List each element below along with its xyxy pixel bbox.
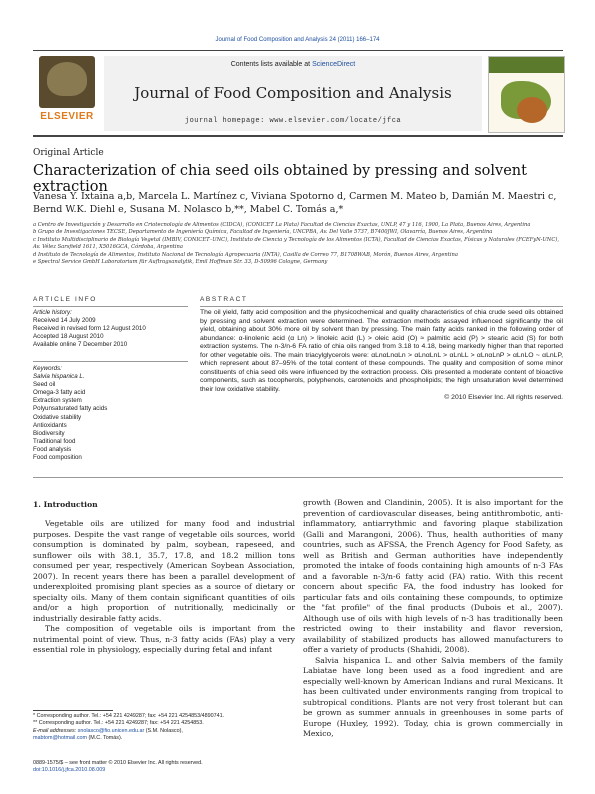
article-info-rule [33,306,188,307]
bottom-info [33,760,295,775]
journal-title: Journal of Food Composition and Analysis [134,84,452,102]
intro-paragraph-2: The composition of vegetable oils is important from the nutrimental point of view. Thus, n-3 fatty acids (FAs) play a very essential role in physiology, especially during fetal and infant [33,624,295,654]
keyword: Food composition [33,454,82,462]
keyword: Food analysis [33,445,72,453]
history-label: Article history: [33,309,72,316]
keyword: Traditional food [33,437,76,445]
affiliation-b: b Grupo de Investigaciones TECSE, Departamento de Ingeniería Química, Facultad de Ingeniería, UNCPBA, Av. Del Valle 5737, B7400JWI, Olavarría, Buenos Aires, Argentina [33,229,493,236]
keyword: Omega-3 fatty acid [33,389,86,397]
keywords-rule [33,361,188,362]
author-list [33,190,563,216]
intro-paragraph-3: growth (Bowen and Clandinin, 2005). It is also important for the prevention of cardiovascular diseases, being antithrombotic, anti-inflammatory, antiarrythmic and favoring plaque stabilization (Galli and Marangoni, 2006). Thus, health authorities of many countries, such as AFSSA, the French Agency for Food Safety, as well as British and German authorities have independently promoted the intake of foods containing high amounts of n-3 FAs and a favorable n-3/n-6 fatty acid (FA) ratio. With this recent concern about specific FA, the food industry has looked for particular fats and oils containing these compounds, to optimize the "fat profile" of the final products (Dubois et al., 2007). Although use of oils with high levels of n-3 has traditionally been restricted owing to their instability and flavor reversion, availability of stabilized products has allowed manufacturers to offer a variety of products (Shahidi, 2008). [303,498,563,654]
email-label: E-mail addresses: [33,727,77,734]
email-link-nolasco[interactable]: snolasco@fio.unicen.edu.ar [77,727,145,734]
abstract-copyright: © 2010 Elsevier Inc. All rights reserved. [444,394,563,402]
affiliation-d: d Instituto de Tecnología de Alimentos, Instituto Nacional de Tecnología Agropecuaria (INTA), Casilla de Correo 77, B1708WAB, Morón, Buenos Aires, Argentina [33,251,458,258]
authors-line-1: Vanesa Y. Ixtaina a,b, Marcela L. Martínez c, Viviana Spotorno d, Carmen M. Mateo b, Damián M. Maestri c, [33,191,557,202]
publisher-name: ELSEVIER [40,111,94,122]
contents-prefix: Contents lists available at [230,61,313,68]
history-accepted: Accepted 18 August 2010 [33,333,104,341]
abstract-block [200,309,563,403]
affiliation-e: e Spectral Service GmbH Laboratorium für Auftragsanalytik, Emil Hoffman Str. 33, D-50996 Cologne, Germany [33,259,328,266]
keyword: Polyunsaturated fatty acids [33,405,108,413]
footnote-emails [33,728,295,735]
issn-line: 0889-1575/$ – see front matter © 2010 Elsevier Inc. All rights reserved. [33,760,203,766]
intro-paragraph-4: Salvia hispanica L. and other Salvia members of the family Labiatae have long been used as a food ingredient and are especially well-known by American Indians and rural Mexicans. It has been cultivated under environments ranging from tropical to subtropical conditions. Plants are not very frost tolerant but can be grown as summer annuals in greenhouses in some parts of Europe (Huxley, 1992). Today, chia is grown commercially in Mexico, [303,655,563,738]
journal-cover-thumbnail [488,56,565,133]
keyword: Seed oil [33,381,56,389]
email-owner-tomas: (M.C. Tomás). [87,735,123,742]
footnote-rule [33,710,113,711]
article-info-heading: ARTICLE INFO [33,296,97,303]
elsevier-logo [33,56,101,126]
footnote-corresponding-1: * Corresponding author. Tel.: +54 221 4249287; fax: +54 221 4254853/4890741. [33,713,225,719]
keywords-label: Keywords: [33,365,62,372]
history-revised: Received in revised form 12 August 2010 [33,325,146,333]
footnotes [33,713,295,743]
front-matter-bottom-rule [33,477,563,478]
email-owner-nolasco: (S.M. Nolasco), [144,727,183,734]
affiliation-a: a Centro de Investigación y Desarrollo en Criotecnología de Alimentos (CIDCA), (CONICET La Plata) Facultad de Ciencias Exactas, UNLP, 47 y 116, 1900, La Plata, Buenos Aires, Argentina [33,222,531,228]
keyword: Salvia hispanica L. [33,373,85,381]
authors-line-2: Bernd W.K. Diehl e, Susana M. Nolasco b,**, Mabel C. Tomás a,* [33,204,344,215]
journal-homepage[interactable]: journal homepage: www.elsevier.com/locate/jfca [184,117,402,125]
affiliations [33,222,563,266]
keyword: Biodiversity [33,429,65,437]
cover-header-band [489,57,564,73]
intro-paragraph-1: Vegetable oils are utilized for many food and industrial purposes. Despite the vast range of vegetable oils sources, world consumption is dominated by palm, soybean, rapeseed, and sunflower oils with 38.1, 35.7, 17.8, and 18.2 million tons consumed per year, respectively (American Soybean Association, 2007). In recent years there has been a parallel development of underexploited promising plant species as a source of dietary or specialty oils. Many of them contain significant quantities of oils and/or a high proportion of nutritionally, medicinally or industrially desirable fatty acids. [33,519,295,623]
article-title: Characterization of chia seed oils obtained by pressing and solvent extraction [33,163,527,195]
keywords-block [33,365,188,462]
elsevier-tree-icon [39,56,95,108]
header-bottom-rule [33,135,563,137]
journal-reference[interactable]: Journal of Food Composition and Analysis 24 (2011) 166–174 [215,37,380,43]
doi-link[interactable]: doi:10.1016/j.jfca.2010.08.009 [33,767,106,774]
body-column-right [303,498,563,740]
contents-line [104,61,482,68]
article-type: Original Article [33,148,104,158]
affiliation-c: c Instituto Multidisciplinario de Biología Vegetal (IMBIV, CONICET–UNC), Instituto de Ciencia y Tecnología de los Alimentos (ICTA), Facultad de Ciencias Exactas, Físicas y Naturales (FCEFyN-UNC), Av. Vélez Sarsfield 1611, X5016GCA, Córdoba, Argentina [33,236,559,251]
keyword: Oxidative stability [33,413,82,421]
footnote-corresponding-2: ** Corresponding author. Tel.: +54 221 4249287; fax: +54 221 4254853. [33,720,204,727]
abstract-heading: ABSTRACT [200,296,248,303]
cover-image-accent [517,97,547,123]
history-received: Received 14 July 2009 [33,317,96,325]
keyword: Extraction system [33,397,82,405]
header-top-rule [33,50,563,51]
section-heading-introduction: 1. Introduction [33,500,98,509]
sciencedirect-link[interactable]: ScienceDirect [312,61,356,68]
body-column-left [33,519,295,656]
article-history [33,309,188,349]
abstract-rule [200,306,563,307]
abstract-text: The oil yield, fatty acid composition and the physicochemical and quality characteristics of chia crude seed oils obtained by pressing and solvent extraction were determined. The extraction methods assayed influenced significantly the oil yield, obtaining about 30% more oil by solvent than by pressing. The main fatty acids ranked in the following order of abundance: α-linolenic acid (α Ln) > linoleic acid (L) > oleic acid (O) ≈ palmitic acid (P) > stearic acid (S) for both extraction systems. The n-3/n-6 FA ratio of chia oils ranged from 3.18 to 4.18, being markedly higher than that reported for other vegetable oils. The main triacylglycerols were: αLnαLnαLn > αLnαLnL > αLnLL > αLnαLnP > αLnLO ~ αLnLP, which represent about 87–95% of the total content of these compounds. The quality and composition of some minor constituents of chia seed oils were influenced by the extraction process. Oils presented a moderate content of bioactive components, such as tocopherols, polyphenols, carotenoids and phospholipids; the high unsaturation level determined their low oxidative stability. [200,309,563,393]
email-link-tomas[interactable]: mabtom@hotmail.com [33,735,88,742]
history-online: Available online 7 December 2010 [33,341,128,349]
keyword: Antioxidants [33,421,67,429]
